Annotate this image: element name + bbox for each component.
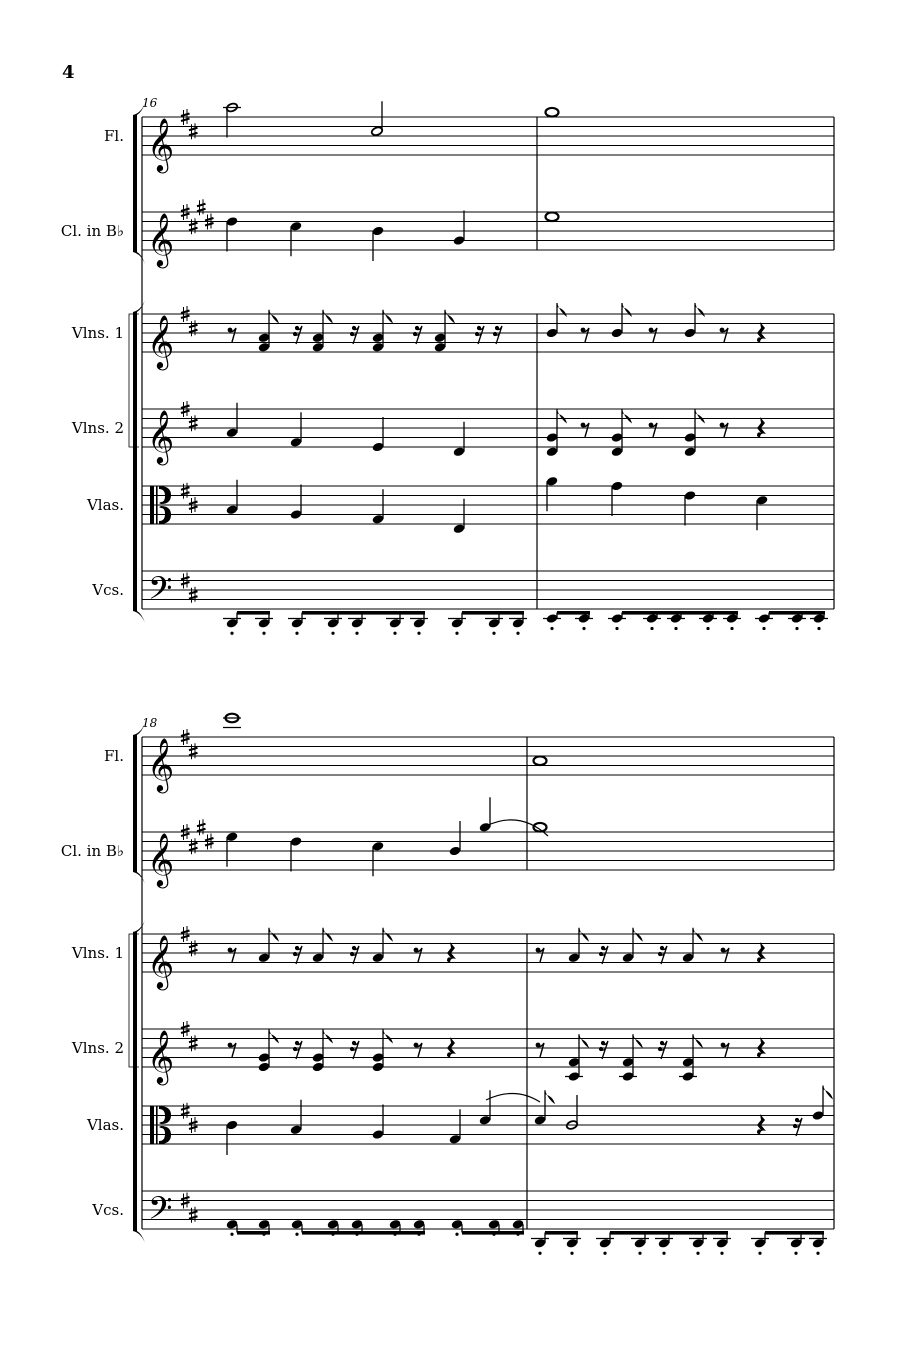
- eighth-rest: [649, 328, 657, 342]
- note-flag: [383, 310, 393, 324]
- eighth-rest: [581, 328, 589, 342]
- staccato-dot: [794, 1252, 797, 1255]
- note-flag: [695, 410, 705, 424]
- bracket-bottom-hook: [133, 872, 145, 884]
- staccato-dot: [570, 1252, 573, 1255]
- alto-clef-thin: [156, 1106, 158, 1144]
- alto-clef-thin: [156, 486, 158, 524]
- sharp-sign: [189, 940, 198, 956]
- instrument-label: Vlas.: [86, 496, 124, 514]
- note-flag: [383, 1030, 393, 1044]
- sixteenth-rest: [293, 326, 302, 344]
- note-flag: [557, 303, 567, 317]
- staccato-dot: [817, 627, 820, 630]
- staccato-dot: [262, 632, 265, 635]
- staff-6: [91, 570, 834, 614]
- beam: [462, 611, 524, 615]
- note-flag: [693, 1034, 703, 1048]
- bracket-top-hook: [133, 920, 145, 932]
- staccato-dot: [516, 632, 519, 635]
- staccato-dot: [638, 1252, 641, 1255]
- alto-clef-bar: [150, 486, 154, 524]
- staccato-dot: [582, 627, 585, 630]
- note-flag: [323, 1030, 333, 1044]
- sixteenth-rest: [293, 1041, 302, 1059]
- sharp-sign: [181, 483, 190, 499]
- note-flag: [622, 410, 632, 424]
- treble-clef: 𝄞: [147, 832, 175, 886]
- staccato-dot: [720, 1252, 723, 1255]
- beam: [610, 1231, 728, 1235]
- note-flag: [633, 1034, 643, 1048]
- beam: [557, 611, 590, 615]
- staccato-dot: [730, 627, 733, 630]
- instrument-label: Vcs.: [92, 581, 124, 599]
- instrument-label: Fl.: [104, 127, 124, 145]
- staccato-dot: [331, 632, 334, 635]
- staccato-dot: [550, 627, 553, 630]
- staff-4: [71, 401, 834, 465]
- note-flag: [693, 928, 703, 942]
- eighth-rest: [228, 328, 236, 342]
- eighth-rest: [228, 948, 236, 962]
- sharp-sign: [189, 587, 198, 603]
- staccato-dot: [816, 1252, 819, 1255]
- note-flag: [695, 303, 705, 317]
- beam: [769, 611, 825, 615]
- eighth-rest: [721, 1043, 729, 1057]
- instrument-label: Cl. in B♭: [60, 222, 124, 240]
- note-flag: [823, 1086, 833, 1100]
- eighth-rest: [720, 328, 728, 342]
- note-flag: [579, 1034, 589, 1048]
- staccato-dot: [696, 1252, 699, 1255]
- note-flag: [545, 1090, 555, 1104]
- sixteenth-rest: [350, 326, 359, 344]
- note-flag: [269, 310, 279, 324]
- beam: [237, 1231, 270, 1235]
- bracket-bottom-hook: [133, 611, 145, 623]
- eighth-rest: [228, 1043, 236, 1057]
- sharp-sign: [189, 320, 198, 336]
- note-flag: [323, 310, 333, 324]
- note-head-whole: [546, 212, 559, 221]
- note-flag: [445, 310, 455, 324]
- bracket-top-hook: [133, 300, 145, 312]
- staccato-dot: [650, 627, 653, 630]
- note-head-whole: [546, 108, 559, 117]
- note-flag: [557, 410, 567, 424]
- staccato-dot: [455, 1233, 458, 1236]
- staccato-dot: [492, 632, 495, 635]
- sharp-sign: [189, 743, 198, 759]
- sixteenth-rest: [493, 326, 502, 344]
- strings-bracket: [133, 932, 137, 1231]
- treble-clef: 𝄞: [147, 314, 175, 368]
- staccato-dot: [230, 1233, 233, 1236]
- beam: [545, 1231, 578, 1235]
- instrument-label: Vlas.: [86, 1116, 124, 1134]
- eighth-rest: [721, 948, 729, 962]
- instrument-label: Vlns. 1: [71, 944, 124, 962]
- staccato-dot: [603, 1252, 606, 1255]
- instrument-label: Vlns. 1: [71, 324, 124, 342]
- system-1-notes: [223, 101, 828, 635]
- note-flag: [269, 928, 279, 942]
- staccato-dot: [674, 627, 677, 630]
- staccato-dot: [393, 632, 396, 635]
- eighth-rest: [414, 948, 422, 962]
- sixteenth-rest: [599, 946, 608, 964]
- eighth-rest: [720, 423, 728, 437]
- sixteenth-rest: [599, 1041, 608, 1059]
- sharp-sign: [189, 218, 198, 234]
- sixteenth-rest: [350, 946, 359, 964]
- treble-clef: 𝄞: [147, 212, 175, 266]
- staff-1: [104, 109, 834, 173]
- instrument-label: Fl.: [104, 747, 124, 765]
- staccato-dot: [295, 1233, 298, 1236]
- beam: [462, 1231, 524, 1235]
- note-flag: [579, 928, 589, 942]
- sixteenth-rest: [793, 1118, 802, 1136]
- eighth-rest: [649, 423, 657, 437]
- sharp-sign: [197, 819, 206, 835]
- tie: [486, 1093, 540, 1102]
- staccato-dot: [762, 627, 765, 630]
- staccato-dot: [295, 632, 298, 635]
- eighth-rest: [536, 1043, 544, 1057]
- staccato-dot: [758, 1252, 761, 1255]
- staff-3: [71, 306, 834, 370]
- bracket-bottom-hook: [133, 252, 145, 264]
- note-flag: [323, 928, 333, 942]
- staccato-dot: [355, 632, 358, 635]
- note-head-whole: [534, 756, 547, 765]
- treble-clef: 𝄞: [147, 117, 175, 171]
- treble-clef: 𝄞: [147, 409, 175, 463]
- instrument-label: Vlns. 2: [71, 1039, 124, 1057]
- beam: [765, 1231, 824, 1235]
- sharp-sign: [189, 1035, 198, 1051]
- sharp-sign: [189, 415, 198, 431]
- page-number: 4: [62, 62, 75, 83]
- staccato-dot: [615, 627, 618, 630]
- staccato-dot: [662, 1252, 665, 1255]
- staff-5: [86, 483, 834, 524]
- note-flag: [622, 303, 632, 317]
- system-2: [61, 716, 834, 1243]
- staccato-dot: [795, 627, 798, 630]
- staff-2: [61, 819, 834, 888]
- note-flag: [269, 1030, 279, 1044]
- sharp-sign: [181, 1103, 190, 1119]
- instrument-label: Vcs.: [92, 1201, 124, 1219]
- beam: [622, 611, 738, 615]
- alto-clef-bar: [150, 1106, 154, 1144]
- measure-number: 16: [142, 96, 158, 110]
- staccato-dot: [706, 627, 709, 630]
- eighth-rest: [581, 423, 589, 437]
- beam: [302, 611, 425, 615]
- bass-clef: 𝄢: [148, 570, 173, 614]
- system-2-notes: [223, 714, 833, 1255]
- measure-number: 18: [142, 716, 158, 730]
- sixteenth-rest: [293, 946, 302, 964]
- sharp-sign: [189, 1207, 198, 1223]
- bracket-bottom-hook: [133, 1231, 145, 1243]
- strings-bracket: [133, 312, 137, 611]
- beam: [302, 1231, 425, 1235]
- instrument-label: Vlns. 2: [71, 419, 124, 437]
- woodwind-bracket: [133, 115, 137, 252]
- treble-clef: 𝄞: [147, 1029, 175, 1083]
- staff-2: [61, 199, 834, 268]
- system-1: [61, 96, 834, 623]
- staccato-dot: [417, 632, 420, 635]
- sixteenth-rest: [413, 326, 422, 344]
- sharp-sign: [189, 123, 198, 139]
- staccato-dot: [538, 1252, 541, 1255]
- bass-clef: 𝄢: [148, 1190, 173, 1234]
- sharp-sign: [197, 199, 206, 215]
- staccato-dot: [230, 632, 233, 635]
- sixteenth-rest: [475, 326, 484, 344]
- woodwind-bracket: [133, 735, 137, 872]
- sixteenth-rest: [658, 946, 667, 964]
- eighth-rest: [536, 948, 544, 962]
- note-flag: [383, 928, 393, 942]
- treble-clef: 𝄞: [147, 737, 175, 791]
- eighth-rest: [414, 1043, 422, 1057]
- staccato-dot: [455, 632, 458, 635]
- sixteenth-rest: [658, 1041, 667, 1059]
- note-flag: [633, 928, 643, 942]
- beam: [237, 611, 270, 615]
- sixteenth-rest: [350, 1041, 359, 1059]
- treble-clef: 𝄞: [147, 934, 175, 988]
- staff-1: [104, 729, 834, 793]
- instrument-label: Cl. in B♭: [60, 842, 124, 860]
- sharp-sign: [189, 838, 198, 854]
